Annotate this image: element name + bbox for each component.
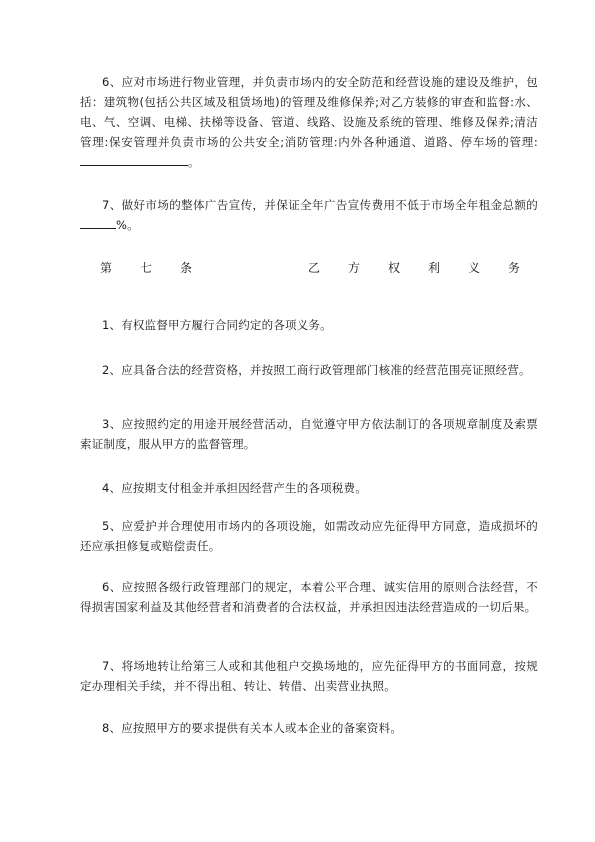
clause-7-advertising xyxy=(80,195,538,235)
blank-line xyxy=(80,216,116,229)
heading-char: 乙 xyxy=(307,261,320,275)
heading-char: 七 xyxy=(140,261,153,275)
party-b-item-5: 5、应爱护并合理使用市场内的各项设施，如需改动应先征得甲方同意，造成损坏的还应承担修复或赔偿责任。 xyxy=(80,519,538,553)
heading-gap xyxy=(220,258,280,278)
clause-6-property-management xyxy=(80,72,538,172)
clause-text-end: %。 xyxy=(116,218,139,232)
heading-char: 条 xyxy=(180,261,193,275)
clause-text-end: 。 xyxy=(188,155,200,169)
party-b-item-6: 6、应按照各级行政管理部门的规定，本着公平合理、诚实信用的原则合法经营，不得损害国家利益及其他经营者和消费者的合法权益，并承担因违法经营造成的一切后果。 xyxy=(80,580,538,614)
heading-char: 权 xyxy=(387,261,400,275)
party-b-item-3: 3、应按照约定的用途开展经营活动，自觉遵守甲方依法制订的各项规章制度及索票索证制度，服从甲方的监督管理。 xyxy=(80,417,538,451)
party-b-item-4: 4、应按期支付租金并承担因经营产生的各项税费。 xyxy=(102,481,367,495)
party-b-item-7: 7、将场地转让给第三人或和其他租户交换场地的，应先征得甲方的书面同意，按规定办理相关手续，并不得出租、转让、转借、出卖营业执照。 xyxy=(80,659,538,693)
clause-text: 7、做好市场的整体广告宣传，并保证全年广告宣传费用不低于市场全年租金总额的 xyxy=(102,198,538,212)
heading-char: 务 xyxy=(507,261,520,275)
clause-text: 6、应对市场进行物业管理，并负责市场内的安全防范和经营设施的建设及维护，包括：建筑物(包括公共区域及租赁场地)的管理及维修保养;对乙方装修的审查和监督:水、电、气、空调、电梯、扶梯等设备、管道、线路、设施及系统的管理、维修及保养;清洁管理:保安管理并负责市场的公共安全;消防管理:内外各种通道、道路、停车场的管理: xyxy=(80,75,538,149)
party-b-item-8: 8、应按照甲方的要求提供有关本人或本企业的备案资料。 xyxy=(102,721,403,735)
blank-line xyxy=(80,153,188,166)
heading-char: 义 xyxy=(467,261,480,275)
party-b-item-2: 2、应具备合法的经营资格，并按照工商行政管理部门核准的经营范围亮证照经营。 xyxy=(102,363,531,377)
heading-char: 利 xyxy=(427,261,440,275)
party-b-item-1: 1、有权监督甲方履行合同约定的各项义务。 xyxy=(102,318,332,332)
heading-char: 方 xyxy=(347,261,360,275)
heading-char: 第 xyxy=(100,261,113,275)
article-heading xyxy=(100,258,520,278)
